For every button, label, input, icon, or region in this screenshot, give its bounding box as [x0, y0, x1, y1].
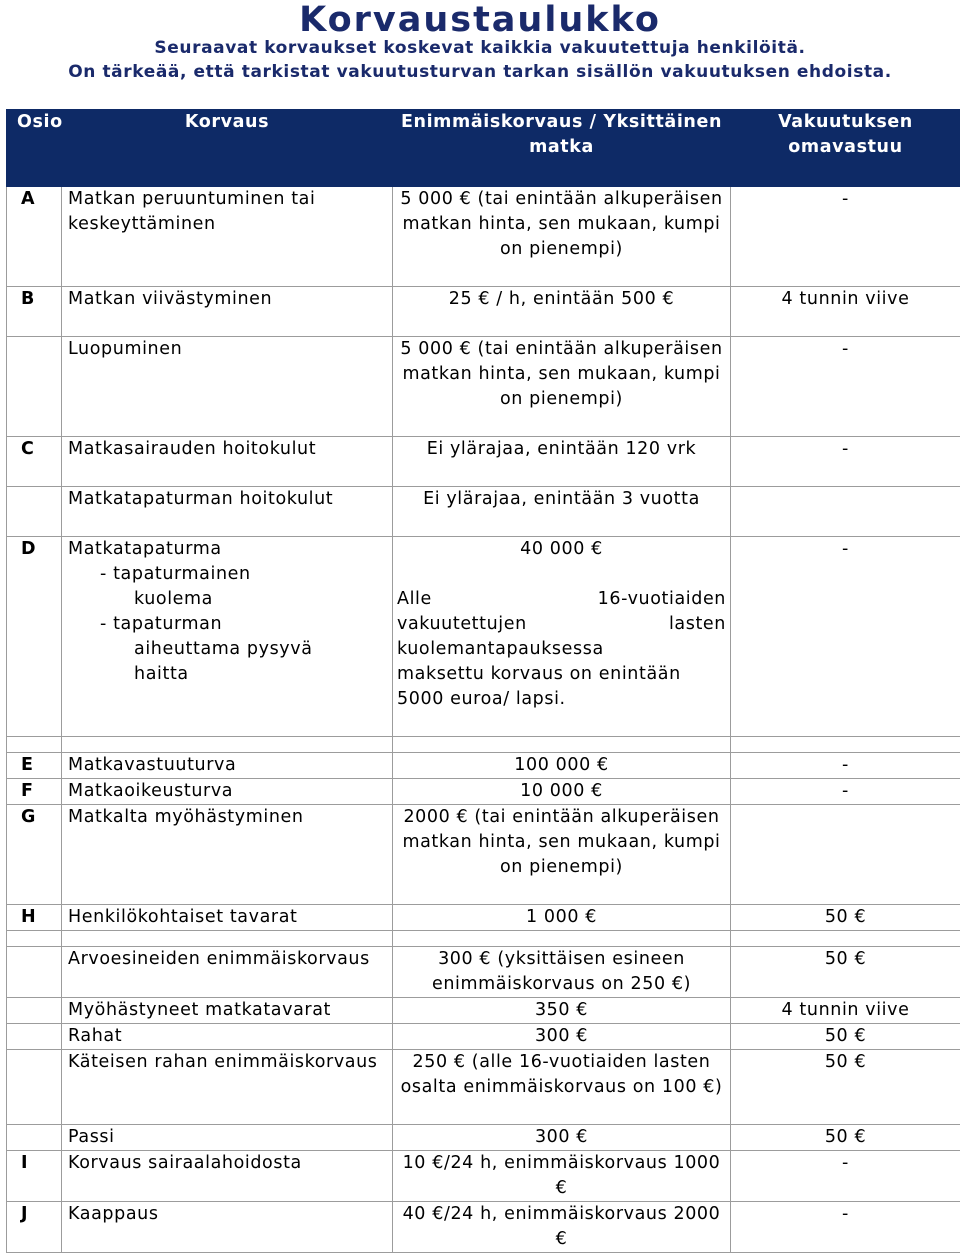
table-row	[7, 1151, 960, 1202]
row-korvaus: Passi	[62, 1125, 393, 1151]
row-korvaus: Matkatapaturman hoitokulut	[62, 487, 393, 537]
row-code: I	[7, 1151, 62, 1202]
table-row	[7, 287, 960, 337]
row-korvaus: Käteisen rahan enimmäiskorvaus	[62, 1050, 393, 1125]
header-osio: Osio	[7, 110, 62, 187]
row-omavastuu: -	[731, 437, 960, 487]
table-row	[7, 998, 960, 1024]
row-code: E	[7, 753, 62, 779]
row-korvaus: Matkalta myöhästyminen	[62, 805, 393, 905]
row-enimmais	[393, 537, 731, 737]
row-enimmais-note: maksettu korvaus on enintään	[397, 662, 726, 687]
row-korvaus: Matkaoikeusturva	[62, 779, 393, 805]
row-omavastuu: 50 €	[731, 1050, 960, 1125]
row-code: D	[7, 537, 62, 737]
row-enimmais: Ei ylärajaa, enintään 3 vuotta	[393, 487, 731, 537]
row-omavastuu: -	[731, 753, 960, 779]
compensation-table	[6, 109, 960, 1253]
row-omavastuu: -	[731, 1151, 960, 1202]
spacer-row	[7, 931, 960, 947]
row-code: F	[7, 779, 62, 805]
row-omavastuu: 50 €	[731, 1024, 960, 1050]
table-header-row	[7, 110, 960, 187]
row-enimmais-note: Alle 16-vuotiaiden	[397, 587, 726, 612]
table-row	[7, 1125, 960, 1151]
row-code: J	[7, 1202, 62, 1253]
row-omavastuu	[731, 805, 960, 905]
row-enimmais: Ei ylärajaa, enintään 120 vrk	[393, 437, 731, 487]
row-omavastuu: -	[731, 537, 960, 737]
header-korvaus: Korvaus	[62, 110, 393, 187]
row-enimmais-note: kuolemantapauksessa	[397, 637, 726, 662]
table-row	[7, 487, 960, 537]
spacer-row	[7, 737, 960, 753]
row-korvaus-sub: - tapaturman	[68, 612, 388, 637]
row-korvaus: Luopuminen	[62, 337, 393, 437]
row-korvaus: Arvoesineiden enimmäiskorvaus	[62, 947, 393, 998]
row-korvaus: Matkasairauden hoitokulut	[62, 437, 393, 487]
row-korvaus-sub: - tapaturmainen	[68, 562, 388, 587]
row-korvaus: Korvaus sairaalahoidosta	[62, 1151, 393, 1202]
table-row	[7, 753, 960, 779]
row-code	[7, 337, 62, 437]
row-code: C	[7, 437, 62, 487]
table-row	[7, 537, 960, 737]
row-enimmais-note: 5000 euroa/ lapsi.	[397, 687, 726, 712]
row-enimmais: 10 €/24 h, enimmäiskorvaus 1000 €	[393, 1151, 731, 1202]
table-row	[7, 1024, 960, 1050]
row-enimmais: 300 € (yksittäisen esineen enimmäiskorvaus on 250 €)	[393, 947, 731, 998]
row-enimmais: 300 €	[393, 1125, 731, 1151]
row-code: H	[7, 905, 62, 931]
row-enimmais: 25 € / h, enintään 500 €	[393, 287, 731, 337]
row-code	[7, 998, 62, 1024]
intro-line-2: On tärkeää, että tarkistat vakuutusturvan tarkan sisällön vakuutuksen ehdoista.	[0, 61, 960, 83]
row-korvaus: Rahat	[62, 1024, 393, 1050]
row-omavastuu: 50 €	[731, 1125, 960, 1151]
row-omavastuu	[731, 487, 960, 537]
row-enimmais: 300 €	[393, 1024, 731, 1050]
row-enimmais: 40 €/24 h, enimmäiskorvaus 2000 €	[393, 1202, 731, 1253]
row-code	[7, 1024, 62, 1050]
row-korvaus: Matkan viivästyminen	[62, 287, 393, 337]
header-enimmaiskorvaus: Enimmäiskorvaus / Yksittäinen matka	[393, 110, 731, 187]
row-korvaus-title: Matkatapaturma	[68, 537, 388, 562]
row-enimmais: 10 000 €	[393, 779, 731, 805]
row-korvaus: Matkavastuuturva	[62, 753, 393, 779]
row-omavastuu: 4 tunnin viive	[731, 998, 960, 1024]
row-code	[7, 1125, 62, 1151]
row-code: G	[7, 805, 62, 905]
row-code: A	[7, 187, 62, 287]
row-code	[7, 1050, 62, 1125]
table-row	[7, 437, 960, 487]
header-omavastuu: Vakuutuksen omavastuu	[731, 110, 960, 187]
row-korvaus: Kaappaus	[62, 1202, 393, 1253]
table-row	[7, 1050, 960, 1125]
table-row	[7, 947, 960, 998]
row-korvaus-sub: kuolema	[68, 587, 388, 612]
row-korvaus: Matkan peruuntuminen tai keskeyttäminen	[62, 187, 393, 287]
row-enimmais-amount: 40 000 €	[397, 537, 726, 562]
row-code	[7, 947, 62, 998]
table-row	[7, 779, 960, 805]
row-omavastuu: 4 tunnin viive	[731, 287, 960, 337]
row-omavastuu: 50 €	[731, 905, 960, 931]
row-omavastuu: -	[731, 337, 960, 437]
row-enimmais: 350 €	[393, 998, 731, 1024]
row-enimmais: 1 000 €	[393, 905, 731, 931]
table-row	[7, 187, 960, 287]
table-row	[7, 905, 960, 931]
table-row	[7, 805, 960, 905]
row-omavastuu: -	[731, 1202, 960, 1253]
row-enimmais: 5 000 € (tai enintään alkuperäisen matkan hinta, sen mukaan, kumpi on pienempi)	[393, 337, 731, 437]
page-title: Korvaustaulukko	[0, 0, 960, 40]
row-omavastuu: -	[731, 187, 960, 287]
table-row	[7, 337, 960, 437]
row-enimmais: 5 000 € (tai enintään alkuperäisen matkan hinta, sen mukaan, kumpi on pienempi)	[393, 187, 731, 287]
row-code: B	[7, 287, 62, 337]
row-korvaus-sub: aiheuttama pysyvä	[68, 637, 388, 662]
row-code	[7, 487, 62, 537]
row-enimmais: 2000 € (tai enintään alkuperäisen matkan hinta, sen mukaan, kumpi on pienempi)	[393, 805, 731, 905]
row-omavastuu: 50 €	[731, 947, 960, 998]
row-korvaus: Myöhästyneet matkatavarat	[62, 998, 393, 1024]
row-enimmais: 100 000 €	[393, 753, 731, 779]
row-omavastuu: -	[731, 779, 960, 805]
row-korvaus: Henkilökohtaiset tavarat	[62, 905, 393, 931]
table-row	[7, 1202, 960, 1253]
intro-line-1: Seuraavat korvaukset koskevat kaikkia vakuutettuja henkilöitä.	[0, 37, 960, 59]
row-enimmais-note: vakuutettujen lasten	[397, 612, 726, 637]
row-enimmais: 250 € (alle 16-vuotiaiden lasten osalta enimmäiskorvaus on 100 €)	[393, 1050, 731, 1125]
row-korvaus-sub: haitta	[68, 662, 388, 687]
row-korvaus	[62, 537, 393, 737]
